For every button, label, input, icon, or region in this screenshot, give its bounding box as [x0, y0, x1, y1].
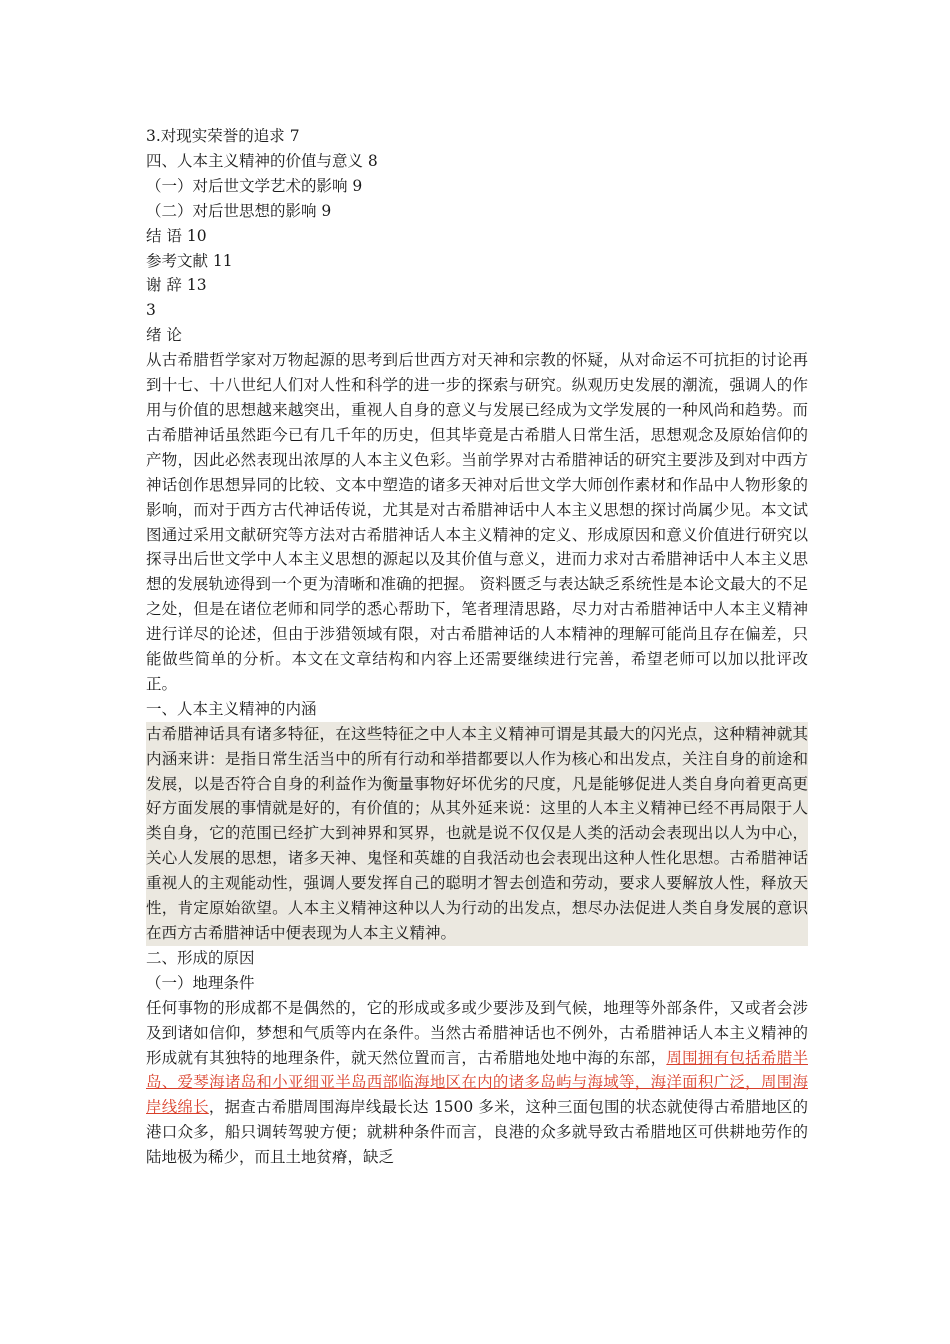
toc-item[interactable]: （一）对后世文学艺术的影响 9 [146, 176, 363, 195]
toc-item[interactable]: 参考文献 11 [146, 251, 233, 270]
section2-subheading: （一）地理条件 [146, 973, 255, 992]
section1-heading: 一、人本主义精神的内涵 [146, 699, 317, 718]
section2-text-a: 任何事物的形成都不是偶然的，它的形成或多或少要涉及到气候，地理等外部条件，又或者会涉及到诸如信仰，梦想和气质等内在条件。当然古希腊神话也不例外，古希腊神话人本主义精神的形成就有其独特的地理条件，就天然位置而言，古希腊地处地中海的东部， [146, 998, 808, 1067]
intro-paragraph: 从古希腊哲学家对万物起源的思考到后世西方对天神和宗教的怀疑，从对命运不可抗拒的讨论再到十七、十八世纪人们对人性和科学的进一步的探索与研究。纵观历史发展的潮流，强调人的作用与价值的思想越来越突出，重视人自身的意义与发展已经成为文学发展的一种风尚和趋势。而古希腊神话虽然距今已有几千年的历史，但其毕竟是古希腊人日常生活，思想观念及原始信仰的产物，因此必然表现出浓厚的人本主义色彩。当前学界对古希腊神话的研究主要涉及到对中西方神话创作思想异同的比较、文本中塑造的诸多天神对后世文学大师创作素材和作品中人物形象的影响，而对于西方古代神话传说，尤其是对古希腊神话中人本主义思想的探讨尚属少见。本文试图通过采用文献研究等方法对古希腊神话人本主义精神的定义、形成原因和意义价值进行研究以探寻出后世文学中人本主义思想的源起以及其价值与意义，进而力求对古希腊神话中人本主义思想的发展轨迹得到一个更为清晰和准确的把握。 资料匮乏与表达缺乏系统性是本论文最大的不足之处，但是在诸位老师和同学的悉心帮助下，笔者理清思路，尽力对古希腊神话中人本主义精神进行详尽的论述，但由于涉猎领域有限，对古希腊神话的人本精神的理解可能尚且存在偏差，只能做些简单的分析。本文在文章结构和内容上还需要继续进行完善，希望老师可以加以批评改正。 [146, 351, 808, 693]
toc-item[interactable]: 结 语 10 [146, 226, 207, 245]
page-number: 3 [146, 301, 156, 320]
section2-heading: 二、形成的原因 [146, 948, 255, 967]
toc-item[interactable]: 3.对现实荣誉的追求 7 [146, 127, 300, 145]
toc-item[interactable]: 四、人本主义精神的价值与意义 8 [146, 151, 378, 170]
section2-paragraph [146, 996, 808, 1170]
section2-link[interactable]: 周围拥有包括希腊半岛、爱琴海诸岛和小亚细亚半岛西部临海地区在内的诸多岛屿与海域等，海洋面积广泛，周围海岸线绵长 [146, 1048, 808, 1117]
toc-item[interactable]: 谢 辞 13 [146, 276, 207, 295]
section2-text-b: ，据查古希腊周围海岸线最长达 1500 多米，这种三面包围的状态就使得古希腊地区的港口众多，船只调转驾驶方便；就耕种条件而言，良港的众多就导致古希腊地区可供耕地劳作的陆地极为稀少，而且土地贫瘠，缺乏 [146, 1098, 808, 1167]
toc-item[interactable]: （二）对后世思想的影响 9 [146, 201, 332, 220]
intro-heading: 绪 论 [146, 326, 182, 345]
section1-paragraph: 古希腊神话具有诸多特征，在这些特征之中人本主义精神可谓是其最大的闪光点，这种精神就其内涵来讲：是指日常生活当中的所有行动和举措都要以人作为核心和出发点，关注自身的前途和发展，以是否符合自身的利益作为衡量事物好坏优劣的尺度，凡是能够促进人类自身向着更高更好方面发展的事情就是好的，有价值的；从其外延来说：这里的人本主义精神已经不再局限于人类自身，它的范围已经扩大到神界和冥界，也就是说不仅仅是人类的活动会表现出以人为中心，关心人发展的思想，诸多天神、鬼怪和英雄的自我活动也会表现出这种人性化思想。古希腊神话重视人的主观能动性，强调人要发挥自己的聪明才智去创造和劳动，要求人要解放人性，释放天性，肯定原始欲望。人本主义精神这种以人为行动的出发点，想尽办法促进人类自身发展的意识在西方古希腊神话中便表现为人本主义精神。 [146, 722, 808, 946]
document-page [146, 124, 808, 1170]
